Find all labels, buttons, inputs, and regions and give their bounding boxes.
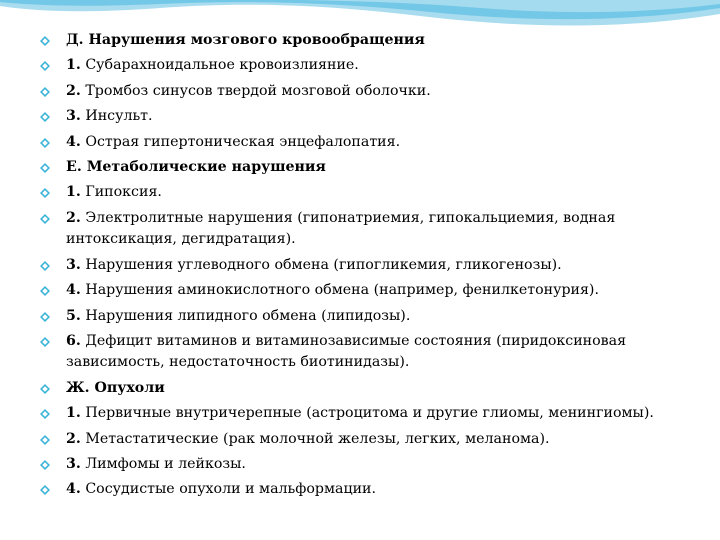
- diamond-bullet-icon: [40, 214, 50, 224]
- content-list: [40, 30, 708, 505]
- diamond-bullet-icon: [40, 312, 50, 322]
- list-item: [40, 255, 708, 277]
- diamond-bullet-icon: [40, 485, 50, 495]
- section-header: [40, 30, 708, 52]
- diamond-bullet-icon: [40, 435, 50, 445]
- item-text: Нарушения аминокислотного обмена (например, фенилкетонурия).: [80, 282, 599, 299]
- diamond-bullet-icon: [40, 460, 50, 470]
- diamond-bullet-icon: [40, 112, 50, 122]
- item-text: Первичные внутричерепные (астроцитома и другие глиомы, менингиомы).: [80, 405, 654, 422]
- item-text: Острая гипертоническая энцефалопатия.: [80, 133, 401, 150]
- section-header-text: Д. Нарушения мозгового кровообращения: [66, 32, 425, 48]
- item-number: 1.: [66, 405, 81, 422]
- list-item: [40, 208, 708, 251]
- list-item: [40, 106, 708, 128]
- item-text: Субарахноидальное кровоизлияние.: [80, 57, 359, 74]
- item-text: Электролитные нарушения (гипонатриемия, гипокальциемия, водная интоксикация, дегидратация).: [66, 209, 616, 248]
- section-header: [40, 157, 708, 179]
- item-number: 3.: [66, 456, 81, 473]
- diamond-bullet-icon: [40, 286, 50, 296]
- item-number: 2.: [66, 209, 81, 226]
- item-text: Сосудистые опухоли и мальформации.: [80, 481, 377, 498]
- list-item: [40, 132, 708, 154]
- section-header-text: Ж. Опухоли: [66, 379, 165, 396]
- list-item: [40, 429, 708, 451]
- diamond-bullet-icon: [40, 87, 50, 97]
- diamond-bullet-icon: [40, 61, 50, 71]
- diamond-bullet-icon: [40, 163, 50, 173]
- item-number: 1.: [66, 184, 81, 201]
- item-text: Лимфомы и лейкозы.: [80, 456, 246, 473]
- item-number: 4.: [66, 282, 81, 299]
- list-item: [40, 81, 708, 103]
- item-text: Нарушения углеводного обмена (гипогликемия, гликогенозы).: [80, 256, 562, 273]
- list-item: [40, 331, 708, 374]
- diamond-bullet-icon: [40, 409, 50, 419]
- item-number: 3.: [66, 108, 81, 125]
- diamond-bullet-icon: [40, 138, 50, 148]
- item-text: Инсульт.: [80, 108, 153, 125]
- diamond-bullet-icon: [40, 384, 50, 394]
- item-text: Тромбоз синусов твердой мозговой оболочки.: [80, 82, 431, 99]
- item-text: Нарушения липидного обмена (липидозы).: [80, 307, 411, 324]
- list-item: [40, 306, 708, 328]
- list-item: [40, 280, 708, 302]
- diamond-bullet-icon: [40, 188, 50, 198]
- list-item: [40, 403, 708, 425]
- diamond-bullet-icon: [40, 36, 50, 46]
- list-item: [40, 182, 708, 204]
- item-number: 4.: [66, 481, 81, 498]
- diamond-bullet-icon: [40, 261, 50, 271]
- item-number: 4.: [66, 133, 81, 150]
- section-header: [40, 378, 708, 400]
- item-text: Гипоксия.: [80, 184, 162, 201]
- item-number: 6.: [66, 332, 81, 349]
- item-number: 5.: [66, 307, 81, 324]
- item-number: 2.: [66, 430, 81, 447]
- list-item: [40, 55, 708, 77]
- item-text: Метастатические (рак молочной железы, легких, меланома).: [80, 430, 550, 447]
- item-number: 2.: [66, 82, 81, 99]
- item-number: 1.: [66, 57, 81, 74]
- section-header-text: Е. Метаболические нарушения: [66, 158, 326, 175]
- item-text: Дефицит витаминов и витаминозависимые состояния (пиридоксиновая зависимость, недостаточность биотинидазы).: [66, 332, 627, 371]
- item-number: 3.: [66, 256, 81, 273]
- list-item: [40, 454, 708, 476]
- diamond-bullet-icon: [40, 337, 50, 347]
- list-item: [40, 479, 708, 501]
